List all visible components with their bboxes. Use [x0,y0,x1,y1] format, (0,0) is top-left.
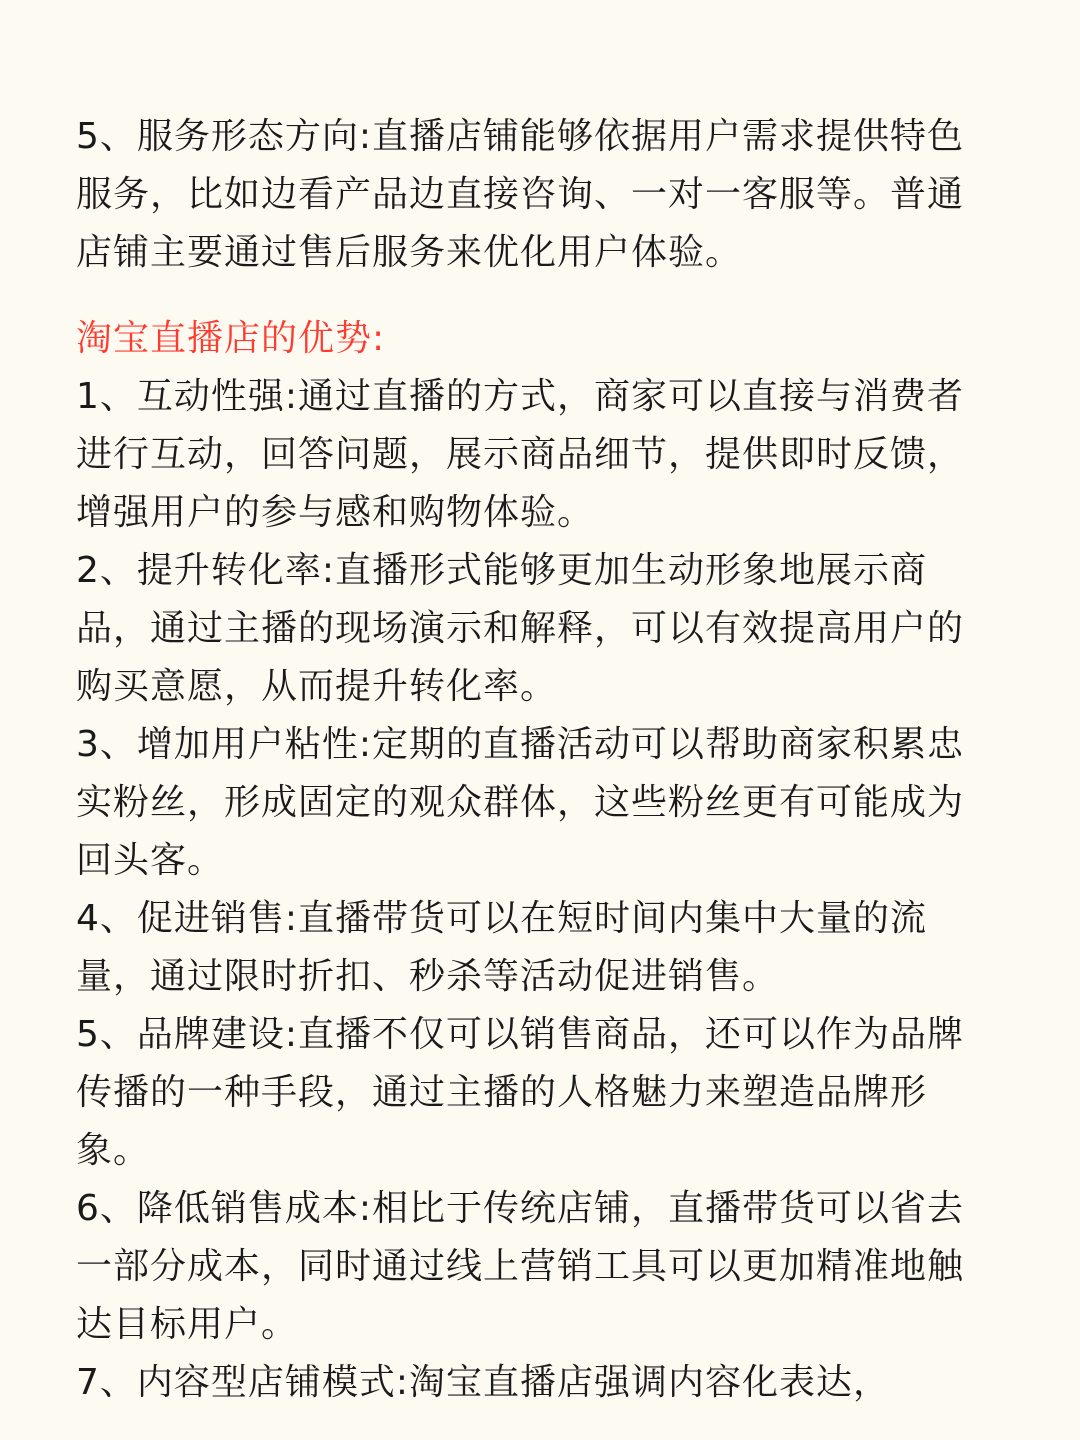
point-5: 5、品牌建设:直播不仅可以销售商品，还可以作为品牌传播的一种手段，通过主播的人格魅力来塑造品牌形象。 [76,1014,965,1171]
point-7: 7、内容型店铺模式:淘宝直播店强调内容化表达， [76,1362,891,1403]
section-heading: 淘宝直播店的优势: [76,318,386,359]
point-1: 1、互动性强:通过直播的方式，商家可以直接与消费者进行互动，回答问题，展示商品细节，提供即时反馈，增强用户的参与感和购物体验。 [76,376,965,533]
point-6: 6、降低销售成本:相比于传统店铺，直播带货可以省去一部分成本，同时通过线上营销工具可以更加精准地触达目标用户。 [76,1188,965,1345]
intro-paragraph: 5、服务形态方向:直播店铺能够依据用户需求提供特色服务，比如边看产品边直接咨询、一对一客服等。普通店铺主要通过售后服务来优化用户体验。 [76,116,965,273]
point-2: 2、提升转化率:直播形式能够更加生动形象地展示商品，通过主播的现场演示和解释，可以有效提高用户的购买意愿，从而提升转化率。 [76,550,965,707]
point-4: 4、促进销售:直播带货可以在短时间内集中大量的流量，通过限时折扣、秒杀等活动促进销售。 [76,898,928,997]
point-3: 3、增加用户粘性:定期的直播活动可以帮助商家积累忠实粉丝，形成固定的观众群体，这些粉丝更有可能成为回头客。 [76,724,965,881]
